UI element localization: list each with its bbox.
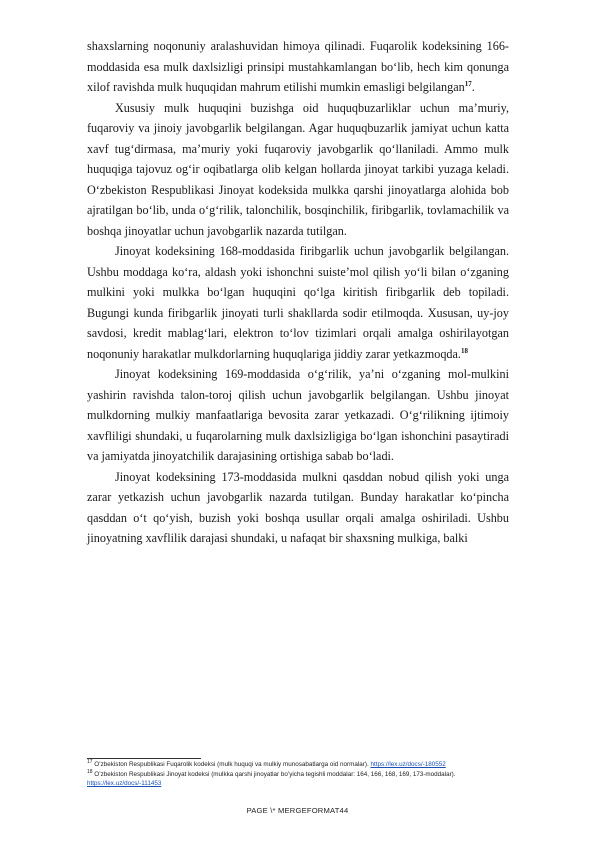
footnotes xyxy=(87,760,517,789)
footnote-18-link[interactable]: https://lex.uz/docs/-111453 xyxy=(87,780,162,788)
footnote-18: $^{18}$ Oʻzbekiston Respublikasi Jinoyat kodeksi (mulkka qarshi jinoyatlar boʻyicha tegishli moddalar: 164, 166, 168, 169, 173-moddalar). https://lex.uz/docs/-111453 xyxy=(87,768,456,788)
footnote-17: $^{17}$ Oʻzbekiston Respublikasi Fuqarolik kodeksi (mulk huquqi va mulkiy munosabatlarga oid normalar). https://lex.uz/docs/-180552 xyxy=(87,758,446,768)
document-body xyxy=(87,36,509,549)
paragraph-theft: Jinoyat kodeksining 169-moddasida oʻgʻrilik, yaʼni oʻzganing mol-mulkini yashirin ravishda talon-toroj qilish uchun javobgarlik belgilangan. Ushbu jinoyat mulkdorning mulkiy manfaatlariga bevosita zarar yetkazadi. Oʻgʻrilikning ijtimoiy xavfliligi shundaki, u fuqarolarning mulk daxlsizligiga boʻlgan ishonchini pasaytiradi va jamiyatda jinoyatchilik darajasining ortishiga sabab boʻladi. xyxy=(87,367,509,463)
footnote-17-link[interactable]: https://lex.uz/docs/-180552 xyxy=(370,761,446,768)
footnote-ref-17[interactable]: 17 xyxy=(464,79,472,88)
page-number-field: PAGE \* MERGEFORMAT44 xyxy=(246,806,349,815)
paragraph-destruction: Jinoyat kodeksining 173-moddasida mulkni qasddan nobud qilish yoki unga zarar yetkazish uchun javobgarlik nazarda tutilgan. Bunday harakatlar koʻpincha qasddan oʻt qoʻyish, buzish yoki boshqa usullar orqali amalga oshiriladi. Ushbu jinoyatning xavflilik darajasi shundaki, u nafaqat bir shaxsning mulkiga, balki xyxy=(87,469,509,545)
footnote-ref-18[interactable]: 18 xyxy=(460,346,468,355)
paragraph-fraud: Jinoyat kodeksining 168-moddasida firibgarlik uchun javobgarlik belgilangan. Ushbu moddaga koʻra, aldash yoki ishonchni suisteʼmol qilish yoʻli bilan oʻzganing mulkini yoki mulkka boʻlgan huquqini qoʻlga kiritish firibgarlik deb topiladi. Bugungi kunda firibgarlik jinoyati turli shakllarda sodir etilmoqda. Xususan, uy-joy savdosi, kredit mablagʻlari, elektron toʻlov tizimlari orqali amalga oshirilayotgan noqonuniy harakatlar mulkdorlarning huquqlariga jiddiy zarar yetkazmoqda.$^{18}$ xyxy=(87,244,509,361)
paragraph-continuation: shaxslarning noqonuniy aralashuvidan himoya qilinadi. Fuqarolik kodeksining 166-moddasida esa mulk daxlsizligi prinsipi mustahkamlangan boʻlib, hech kim qonunga xilof ravishda mulk huquqidan mahrum etilishi mumkin emasligi belgilangan$^{17}$. xyxy=(87,39,509,94)
footnote-separator xyxy=(87,758,201,759)
paragraph-liability: Xususiy mulk huquqini buzishga oid huquqbuzarliklar uchun maʼmuriy, fuqaroviy va jinoiy javobgarlik belgilangan. Agar huquqbuzarlik jamiyat uchun katta xavf tugʻdirmasa, maʼmuriy yoki fuqaroviy javobgarlik qoʻllaniladi. Ammo mulk huquqiga tajovuz ogʻir oqibatlarga olib kelgan hollarda jinoyat tarkibi yuzaga keladi. Oʻzbekiston Respublikasi Jinoyat kodeksida mulkka qarshi jinoyatlarga alohida bob ajratilgan boʻlib, unda oʻgʻrilik, talonchilik, bosqinchilik, firibgarlik, tovlamachilik va boshqa jinoyatlar uchun javobgarlik nazarda tutilgan. xyxy=(87,100,509,238)
